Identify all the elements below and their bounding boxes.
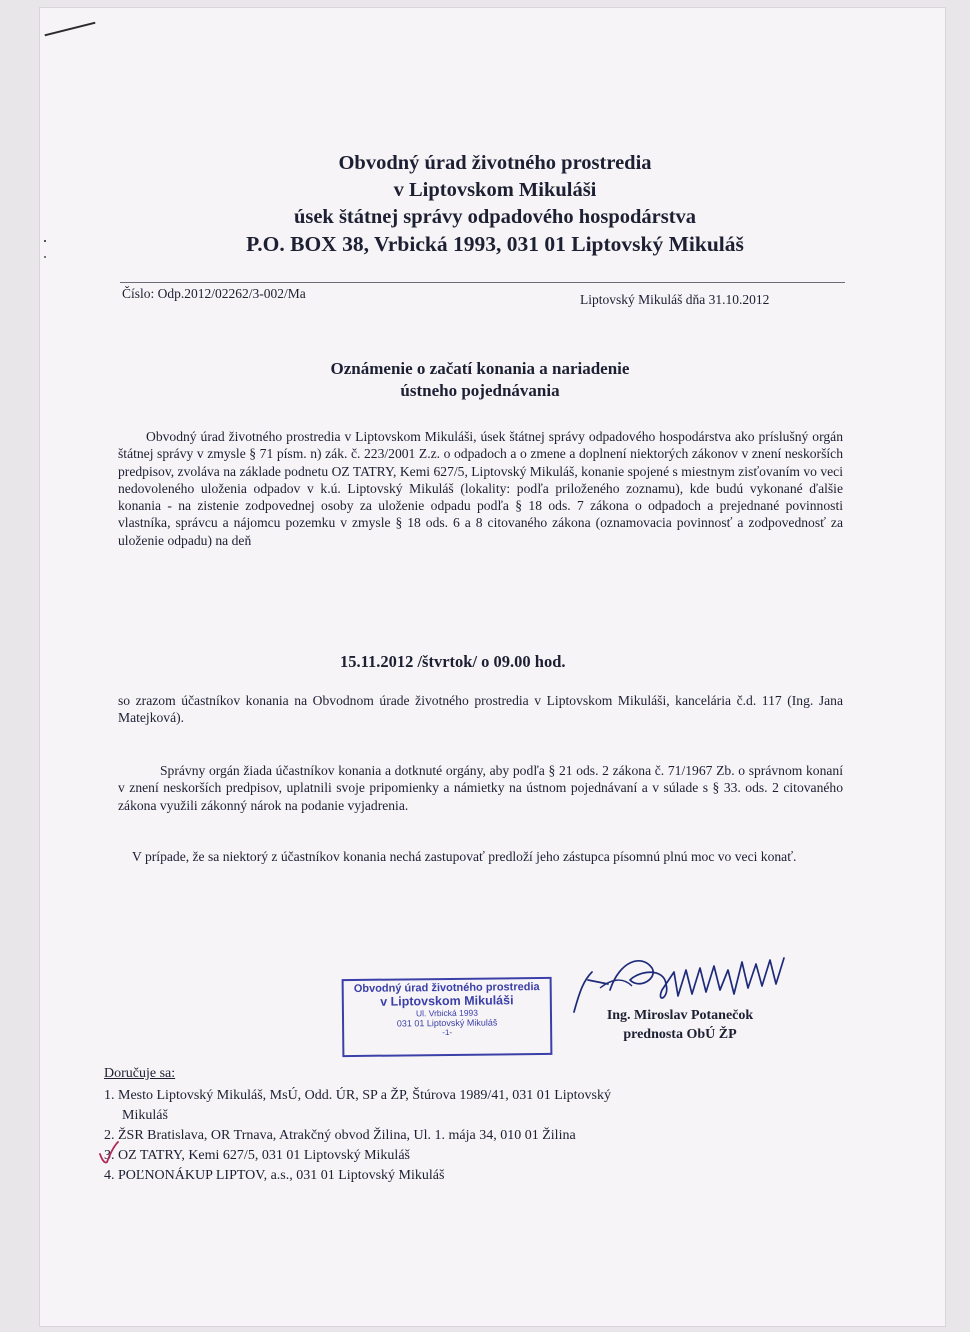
stamp-line-3: Ul. Vrbická 1993 [415,1007,479,1019]
recipient-line: 4. POĽNONÁKUP LIPTOV, a.s., 031 01 Liptovský Mikuláš [104,1168,445,1183]
check-mark-icon [98,1140,120,1166]
list-item [104,1126,804,1146]
recipient-line: 3. OZ TATRY, Kemi 627/5, 031 01 Liptovský Mikuláš [104,1148,410,1163]
paragraph-4: V prípade, že sa niektorý z účastníkov konania nechá zastupovať predloží jeho zástupca písomnú plnú moc vo veci konať. [132,849,797,864]
list-item [104,1086,804,1126]
stamp-line-1: Obvodný úrad životného prostredia [353,981,540,995]
recipient-list [104,1086,804,1186]
recipient-line: 1. Mesto Liptovský Mikuláš, MsÚ, Odd. ÚR, SP a ŽP, Štúrova 1989/41, 031 01 Liptovský [104,1088,612,1103]
paragraph-2: so zrazom účastníkov konania na Obvodnom úrade životného prostredia v Liptovskom Mikuláši, kancelária č.d. 117 (Ing. Jana Matejková). [118,693,843,726]
delivery-label: Doručuje sa: [104,1066,176,1081]
header-line-2: v Liptovskom Mikuláši [393,179,597,201]
signer-role: prednosta ObÚ ŽP [623,1027,737,1042]
margin-dot [44,240,46,242]
title-line-1: Oznámenie o začatí konania a nariadenie [330,359,630,378]
header-divider [120,282,845,283]
margin-dot [44,256,46,258]
stamp-line-2: v Liptovskom Mikuláši [380,993,514,1009]
signatory [580,1006,780,1044]
header-line-4: P.O. BOX 38, Vrbická 1993, 031 01 Liptovský Mikuláš [246,232,744,256]
authority-header [200,150,790,258]
header-line-3: úsek štátnej správy odpadového hospodárstva [293,206,697,228]
paragraph-1: Obvodný úrad životného prostredia v Liptovskom Mikuláši, úsek štátnej správy odpadového hospodárstva ako príslušný orgán štátnej správy v zmysle § 71 písm. n) zák. č. 223/2001 Z.z. o odpadoch a o zmene a doplnení niektorých zákonov v znení neskorších predpisov, zvoláva na základe podnetu OZ TATRY, Kemi 627/5, Liptovský Mikuláš, konanie spojené s miestnym zisťovaním vo veci nedovoleného uloženia odpadov v k.ú. Liptovský Mikuláš (lokality: podľa priloženého zoznamu), kde budú vykonané ďalšie konania - na zistenie zodpovednej osoby za uloženie odpadu podľa § 18 ods. 7 zákona o odpadoch a prejednané povinnosti vlastníka, správcu a nájomcu pozemku v zmysle § 18 ods. 6 a 8 citovaného zákona (oznamovacia povinnosť a zodpovednosť za uloženie odpadu) na deň [118,429,843,548]
signer-name: Ing. Miroslav Potanečok [606,1008,754,1023]
list-item [104,1146,804,1166]
recipient-line: 2. ŽSR Bratislava, OR Trnava, Atrakčný obvod Žilina, Ul. 1. mája 34, 010 01 Žilina [104,1128,576,1143]
stamp-line-4: 031 01 Liptovský Mikuláš [396,1017,498,1029]
title-line-2: ústneho pojednávania [400,381,560,400]
paragraph-3: Správny orgán žiada účastníkov konania a dotknuté orgány, aby podľa § 21 ods. 2 zákona č. 71/1967 Zb. o správnom konaní v znení neskorších predpisov, uplatnili svoje pripomienky a námietky na ústnom pojednávaní a v súlade s § 33. ods. 2 citovaného zákona využili zákonný nárok na podanie vyjadrenia. [118,763,843,813]
reference-number: Číslo: Odp.2012/02262/3-002/Ma [122,286,306,301]
stamp-line-5: -1- [442,1027,453,1038]
header-line-1: Obvodný úrad životného prostredia [338,152,652,174]
official-stamp [342,977,553,1057]
recipient-line-continued: Mikuláš [122,1108,168,1123]
list-item [104,1166,804,1186]
hearing-datetime: 15.11.2012 /štvrtok/ o 09.00 hod. [340,652,566,671]
place-and-date: Liptovský Mikuláš dňa 31.10.2012 [580,292,770,307]
document-title [200,358,760,402]
